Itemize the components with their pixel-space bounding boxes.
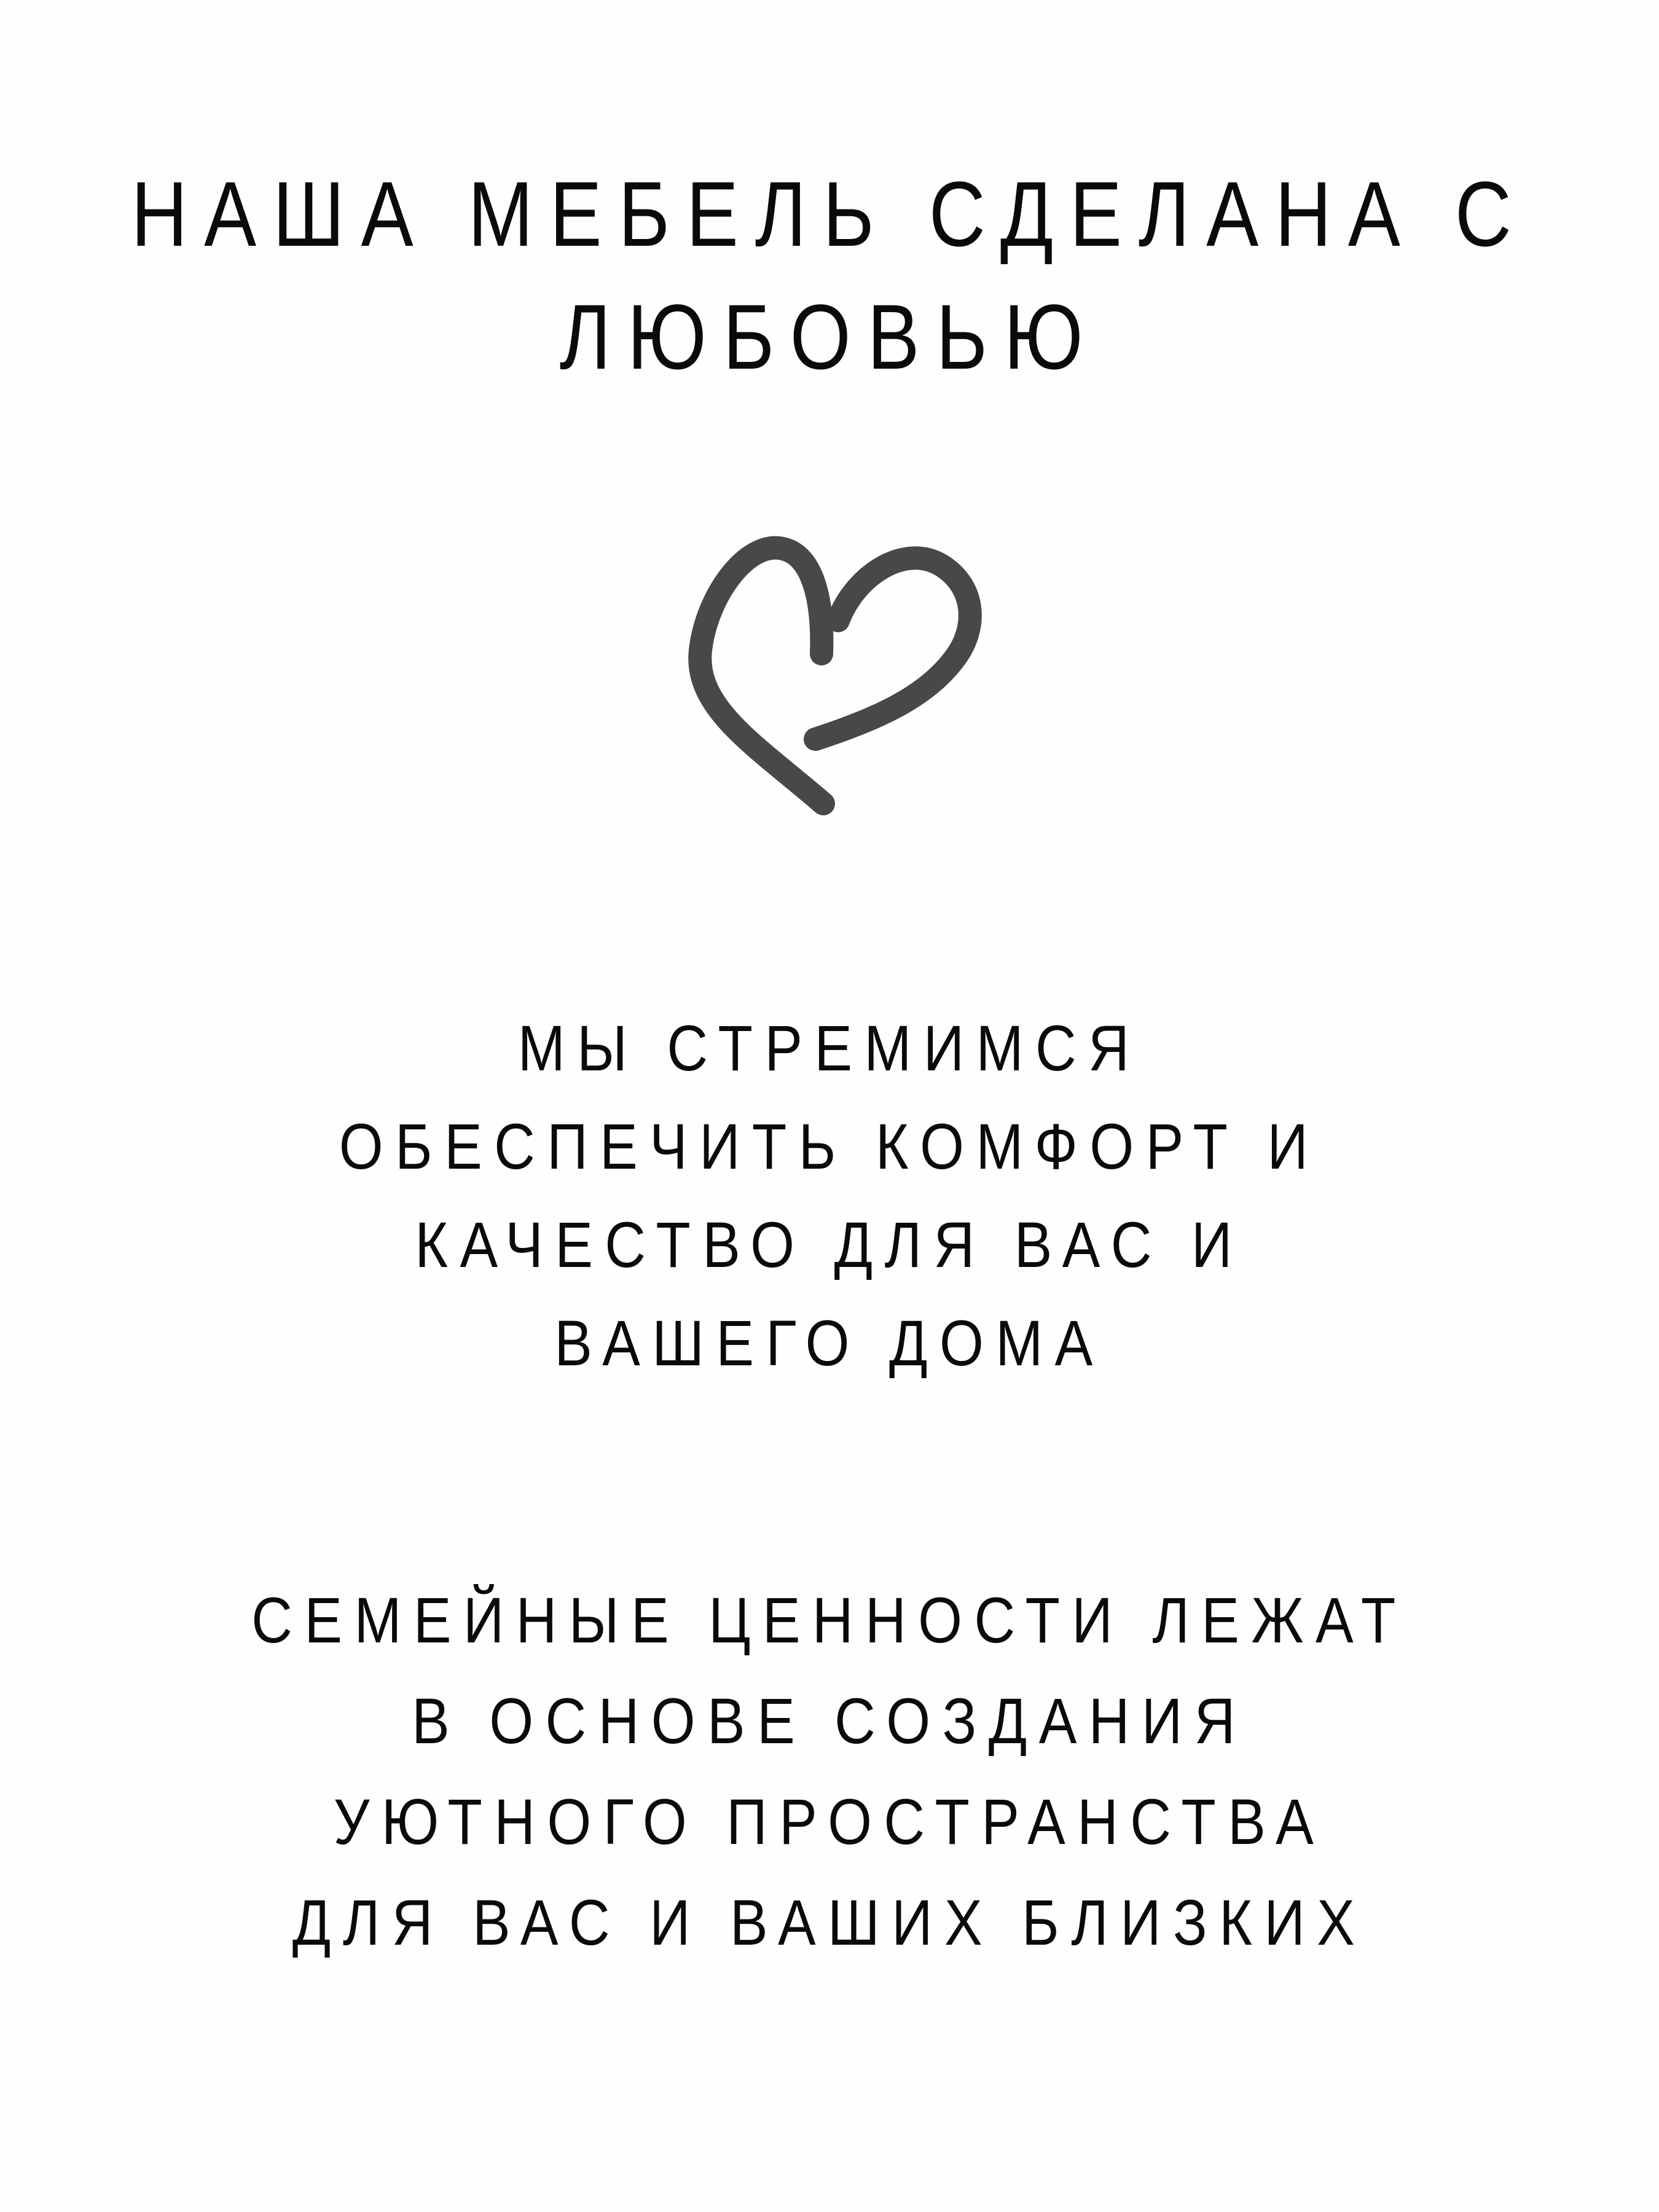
- values-line-1: СЕМЕЙНЫЕ ЦЕННОСТИ ЛЕЖАТ: [251, 1585, 1408, 1657]
- values-line-3: УЮТНОГО ПРОСТРАНСТВА: [333, 1786, 1326, 1858]
- page-title-line-2: ЛЮБОВЬЮ: [559, 285, 1100, 388]
- heart-icon: [676, 533, 983, 822]
- mission-statement: [100, 1000, 1559, 1393]
- page-title: [125, 152, 1535, 398]
- values-statement: [100, 1571, 1559, 1974]
- heart-right-stroke: [815, 558, 970, 739]
- mission-line-1: МЫ СТРЕМИМСЯ: [517, 1013, 1142, 1084]
- values-line-4: ДЛЯ ВАС И ВАШИХ БЛИЗКИХ: [292, 1887, 1367, 1959]
- mission-line-3: КАЧЕСТВО ДЛЯ ВАС И: [415, 1209, 1244, 1281]
- mission-line-2: ОБЕСПЕЧИТЬ КОМФОРТ И: [339, 1111, 1320, 1183]
- heart-left-stroke: [700, 548, 823, 804]
- values-line-2: В ОСНОВЕ СОЗДАНИЯ: [412, 1685, 1247, 1757]
- mission-line-4: ВАШЕГО ДОМА: [554, 1308, 1105, 1379]
- page-title-line-1: НАША МЕБЕЛЬ СДЕЛАНА С: [131, 162, 1528, 265]
